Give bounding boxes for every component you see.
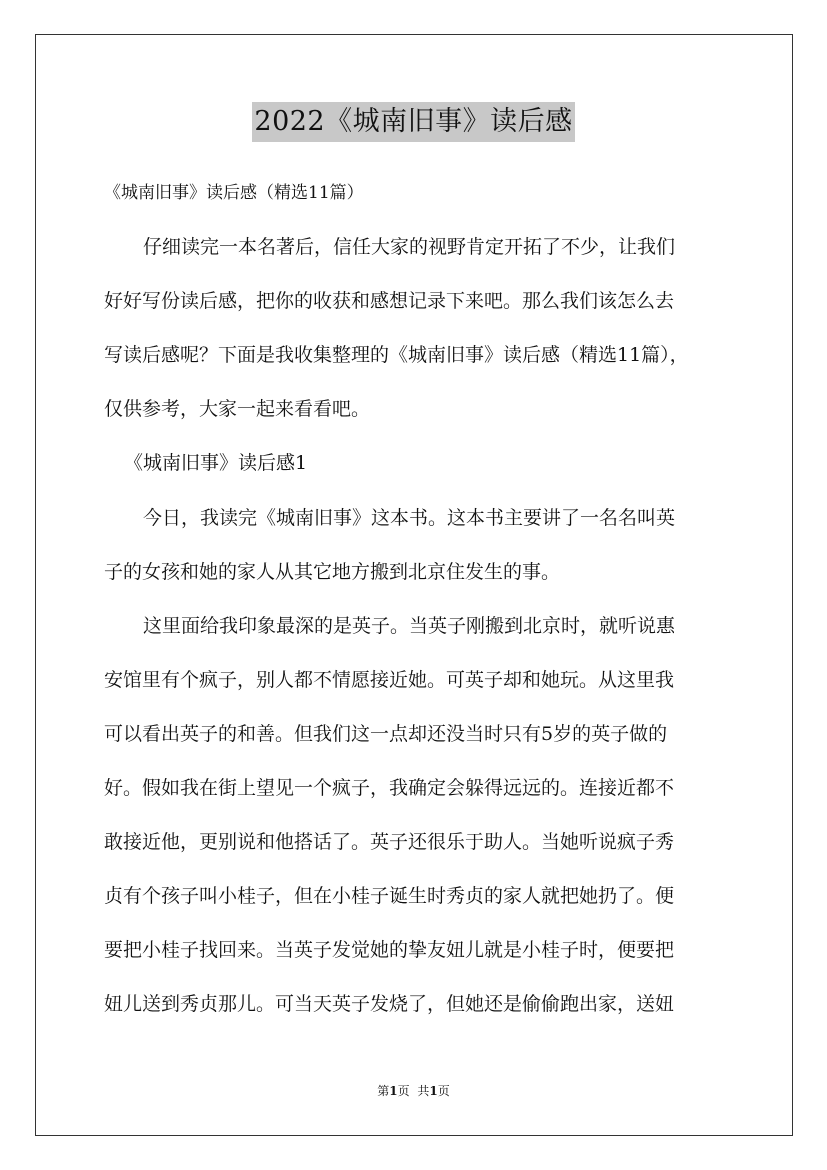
intro-line-2: 好好写份读后感，把你的收获和感想记录下来吧。那么我们该怎么去 [104, 290, 675, 312]
footer-total-suffix: 页 [437, 1084, 450, 1098]
document-subtitle: 《城南旧事》读后感（精选11篇） [104, 183, 364, 203]
footer-total-prefix: 共 [417, 1084, 430, 1098]
para2-line-2: 安馆里有个疯子，别人都不情愿接近她。可英子却和她玩。从这里我 [104, 669, 675, 691]
title-container [0, 102, 827, 142]
footer-page-prefix: 第 [377, 1084, 390, 1098]
intro-line-3: 写读后感呢？下面是我收集整理的《城南旧事》读后感（精选11篇）， [104, 344, 689, 366]
section-heading: 《城南旧事》读后感1 [124, 452, 308, 474]
footer-total-number: 1 [429, 1084, 438, 1098]
intro-line-1: 仔细读完一本名著后，信任大家的视野肯定开拓了不少，让我们 [143, 236, 676, 258]
para2-line-7: 要把小桂子找回来。当英子发觉她的挚友妞儿就是小桂子时，便要把 [104, 939, 675, 961]
para1-line-1: 今日，我读完《城南旧事》这本书。这本书主要讲了一名名叫英 [143, 507, 676, 529]
footer-page-number: 1 [389, 1084, 398, 1098]
footer-page-suffix: 页 [397, 1084, 410, 1098]
document-title: 2022《城南旧事》读后感 [252, 102, 574, 142]
para2-line-1: 这里面给我印象最深的是英子。当英子刚搬到北京时，就听说惠 [143, 615, 676, 637]
para1-line-2: 子的女孩和她的家人从其它地方搬到北京住发生的事。 [104, 561, 561, 583]
para2-line-3: 可以看出英子的和善。但我们这一点却还没当时只有5岁的英子做的 [104, 723, 668, 745]
para2-line-4: 好。假如我在街上望见一个疯子，我确定会躲得远远的。连接近都不 [104, 777, 675, 799]
para2-line-8: 妞儿送到秀贞那儿。可当天英子发烧了，但她还是偷偷跑出家，送妞 [104, 993, 675, 1015]
page-footer [0, 1083, 827, 1099]
intro-line-4: 仅供参考，大家一起来看看吧。 [104, 398, 371, 420]
para2-line-5: 敢接近他，更别说和他搭话了。英子还很乐于助人。当她听说疯子秀 [104, 831, 675, 853]
para2-line-6: 贞有个孩子叫小桂子，但在小桂子诞生时秀贞的家人就把她扔了。便 [104, 885, 675, 907]
